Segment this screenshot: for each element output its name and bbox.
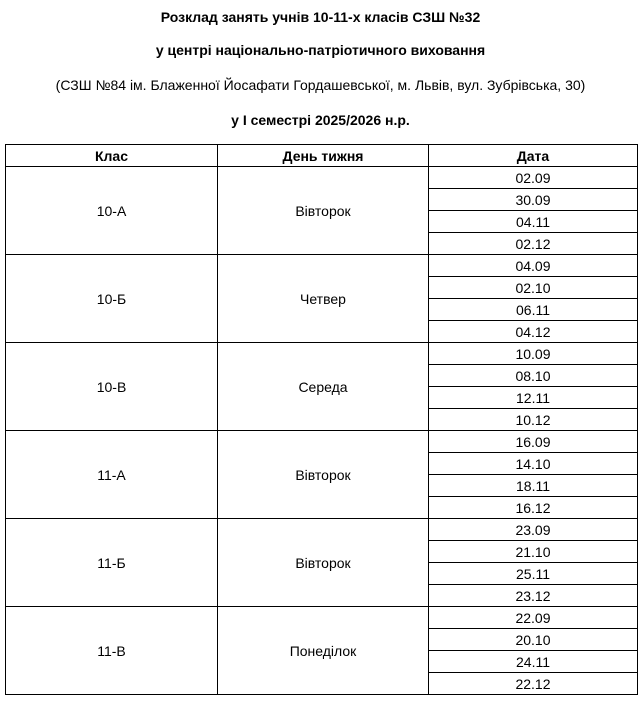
date-cell: 04.11: [429, 211, 638, 233]
header-day: День тижня: [218, 145, 429, 167]
date-cell: 18.11: [429, 475, 638, 497]
date-cell: 21.10: [429, 541, 638, 563]
date-cell: 30.09: [429, 189, 638, 211]
class-cell: 11-Б: [6, 519, 218, 607]
date-cell: 10.12: [429, 409, 638, 431]
date-cell: 22.09: [429, 607, 638, 629]
class-cell: 10-Б: [6, 255, 218, 343]
table-row: [6, 519, 638, 541]
table-row: [6, 167, 638, 189]
class-cell: 10-В: [6, 343, 218, 431]
title-line-3: (СЗШ №84 ім. Блаженної Йосафати Гордашевської, м. Львів, вул. Зубрівська, 30): [55, 77, 586, 93]
date-cell: 23.09: [429, 519, 638, 541]
class-cell: 11-А: [6, 431, 218, 519]
date-cell: 16.12: [429, 497, 638, 519]
date-cell: 16.09: [429, 431, 638, 453]
day-cell: Четвер: [218, 255, 429, 343]
date-cell: 14.10: [429, 453, 638, 475]
table-row: [6, 255, 638, 277]
date-cell: 22.12: [429, 673, 638, 695]
class-cell: 10-А: [6, 167, 218, 255]
date-cell: 08.10: [429, 365, 638, 387]
header-date: Дата: [429, 145, 638, 167]
date-cell: 02.12: [429, 233, 638, 255]
date-cell: 23.12: [429, 585, 638, 607]
day-cell: Понеділок: [218, 607, 429, 695]
date-cell: 20.10: [429, 629, 638, 651]
schedule-body: [6, 167, 638, 695]
date-cell: 02.09: [429, 167, 638, 189]
title-line-4: у І семестрі 2025/2026 н.р.: [231, 112, 410, 128]
table-row: [6, 431, 638, 453]
date-cell: 06.11: [429, 299, 638, 321]
title-line-1: Розклад занять учнів 10-11-х класів СЗШ №32: [160, 9, 481, 25]
table-row: [6, 343, 638, 365]
day-cell: Вівторок: [218, 431, 429, 519]
table-header-row: [6, 145, 638, 167]
date-cell: 24.11: [429, 651, 638, 673]
date-cell: 04.12: [429, 321, 638, 343]
date-cell: 04.09: [429, 255, 638, 277]
header-class: Клас: [6, 145, 218, 167]
title-line-2: у центрі національно-патріотичного виховання: [155, 42, 486, 58]
class-cell: 11-В: [6, 607, 218, 695]
date-cell: 10.09: [429, 343, 638, 365]
day-cell: Середа: [218, 343, 429, 431]
day-cell: Вівторок: [218, 167, 429, 255]
date-cell: 12.11: [429, 387, 638, 409]
table-row: [6, 607, 638, 629]
day-cell: Вівторок: [218, 519, 429, 607]
date-cell: 25.11: [429, 563, 638, 585]
schedule-table: [5, 144, 638, 695]
date-cell: 02.10: [429, 277, 638, 299]
